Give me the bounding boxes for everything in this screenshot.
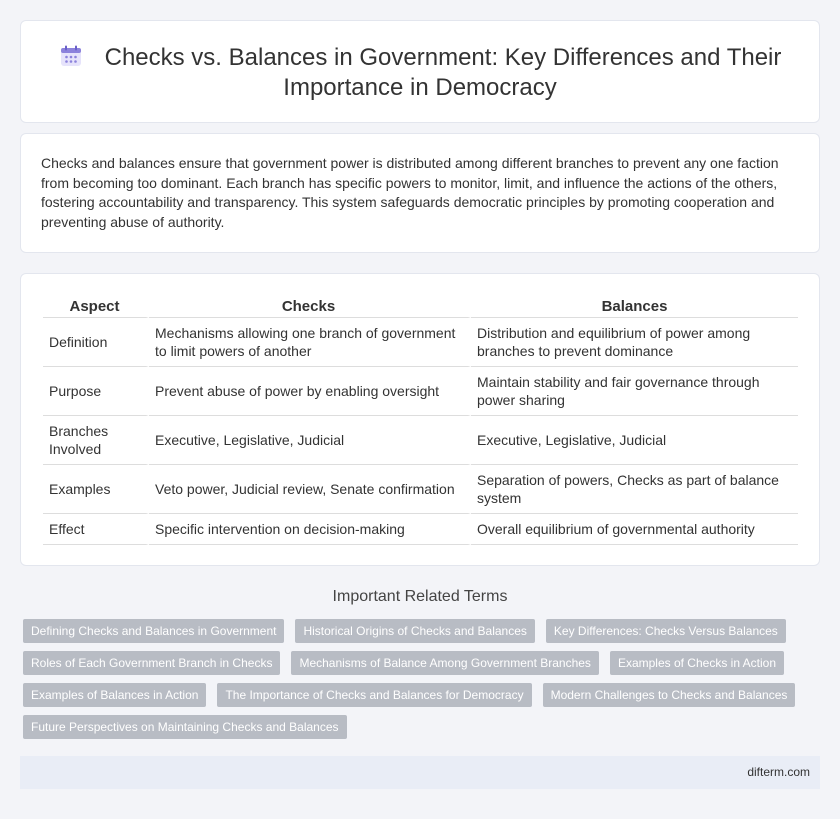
table-header-row	[43, 294, 798, 318]
table-row	[43, 367, 798, 416]
cell-aspect: Branches Involved	[43, 416, 149, 465]
table-row	[43, 514, 798, 545]
related-tag[interactable]: Historical Origins of Checks and Balances	[295, 619, 534, 643]
footer	[20, 756, 820, 789]
intro-card	[20, 133, 820, 253]
related-tag[interactable]: Defining Checks and Balances in Government	[23, 619, 284, 643]
table-row	[43, 416, 798, 465]
related-tag[interactable]: Modern Challenges to Checks and Balances	[543, 683, 796, 707]
cell-balances: Maintain stability and fair governance through power sharing	[471, 367, 798, 416]
comparison-table-card	[20, 273, 820, 566]
related-tag[interactable]: Examples of Checks in Action	[610, 651, 784, 675]
cell-balances: Overall equilibrium of governmental authority	[471, 514, 798, 545]
cell-checks: Veto power, Judicial review, Senate confirmation	[149, 465, 471, 514]
related-tag[interactable]: Roles of Each Government Branch in Checks	[23, 651, 280, 675]
related-tag[interactable]: Future Perspectives on Maintaining Checks and Balances	[23, 715, 347, 739]
cell-aspect: Definition	[43, 318, 149, 367]
title-wrap	[21, 43, 819, 103]
page-title-line-2: Importance in Democracy	[283, 74, 557, 101]
related-tags	[20, 619, 820, 739]
cell-checks: Mechanisms allowing one branch of government to limit powers of another	[149, 318, 471, 367]
cell-balances: Separation of powers, Checks as part of balance system	[471, 465, 798, 514]
cell-checks: Specific intervention on decision-making	[149, 514, 471, 545]
cell-checks: Prevent abuse of power by enabling oversight	[149, 367, 471, 416]
cell-balances: Distribution and equilibrium of power among branches to prevent dominance	[471, 318, 798, 367]
cell-checks: Executive, Legislative, Judicial	[149, 416, 471, 465]
footer-site-link[interactable]: difterm.com	[747, 765, 810, 779]
cell-aspect: Purpose	[43, 367, 149, 416]
cell-aspect: Examples	[43, 465, 149, 514]
header-card	[20, 20, 820, 123]
page-title-line-1: Checks vs. Balances in Government: Key Differences and Their	[104, 44, 782, 71]
comparison-table	[43, 294, 798, 545]
table-row	[43, 465, 798, 514]
header-checks: Checks	[149, 294, 471, 318]
related-tag[interactable]: Key Differences: Checks Versus Balances	[546, 619, 786, 643]
header-aspect: Aspect	[43, 294, 149, 318]
header-balances: Balances	[471, 294, 798, 318]
title-line-2-wrap	[21, 73, 819, 103]
related-tag[interactable]: The Importance of Checks and Balances for Democracy	[217, 683, 531, 707]
related-tag[interactable]: Mechanisms of Balance Among Government Branches	[291, 651, 598, 675]
related-terms-title: Important Related Terms	[332, 588, 508, 605]
cell-aspect: Effect	[43, 514, 149, 545]
related-tag[interactable]: Examples of Balances in Action	[23, 683, 206, 707]
calendar-icon	[59, 44, 83, 68]
table-row	[43, 318, 798, 367]
title-line-1-wrap	[21, 43, 819, 73]
cell-balances: Executive, Legislative, Judicial	[471, 416, 798, 465]
intro-paragraph: Checks and balances ensure that government power is distributed among different branches to prevent any one faction from becoming too dominant. Each branch has specific powers to monitor, limit, and influence the actions of the others, fostering accountability and transparency. This system safeguards democratic principles by promoting cooperation and preventing abuse of authority.	[41, 155, 779, 230]
